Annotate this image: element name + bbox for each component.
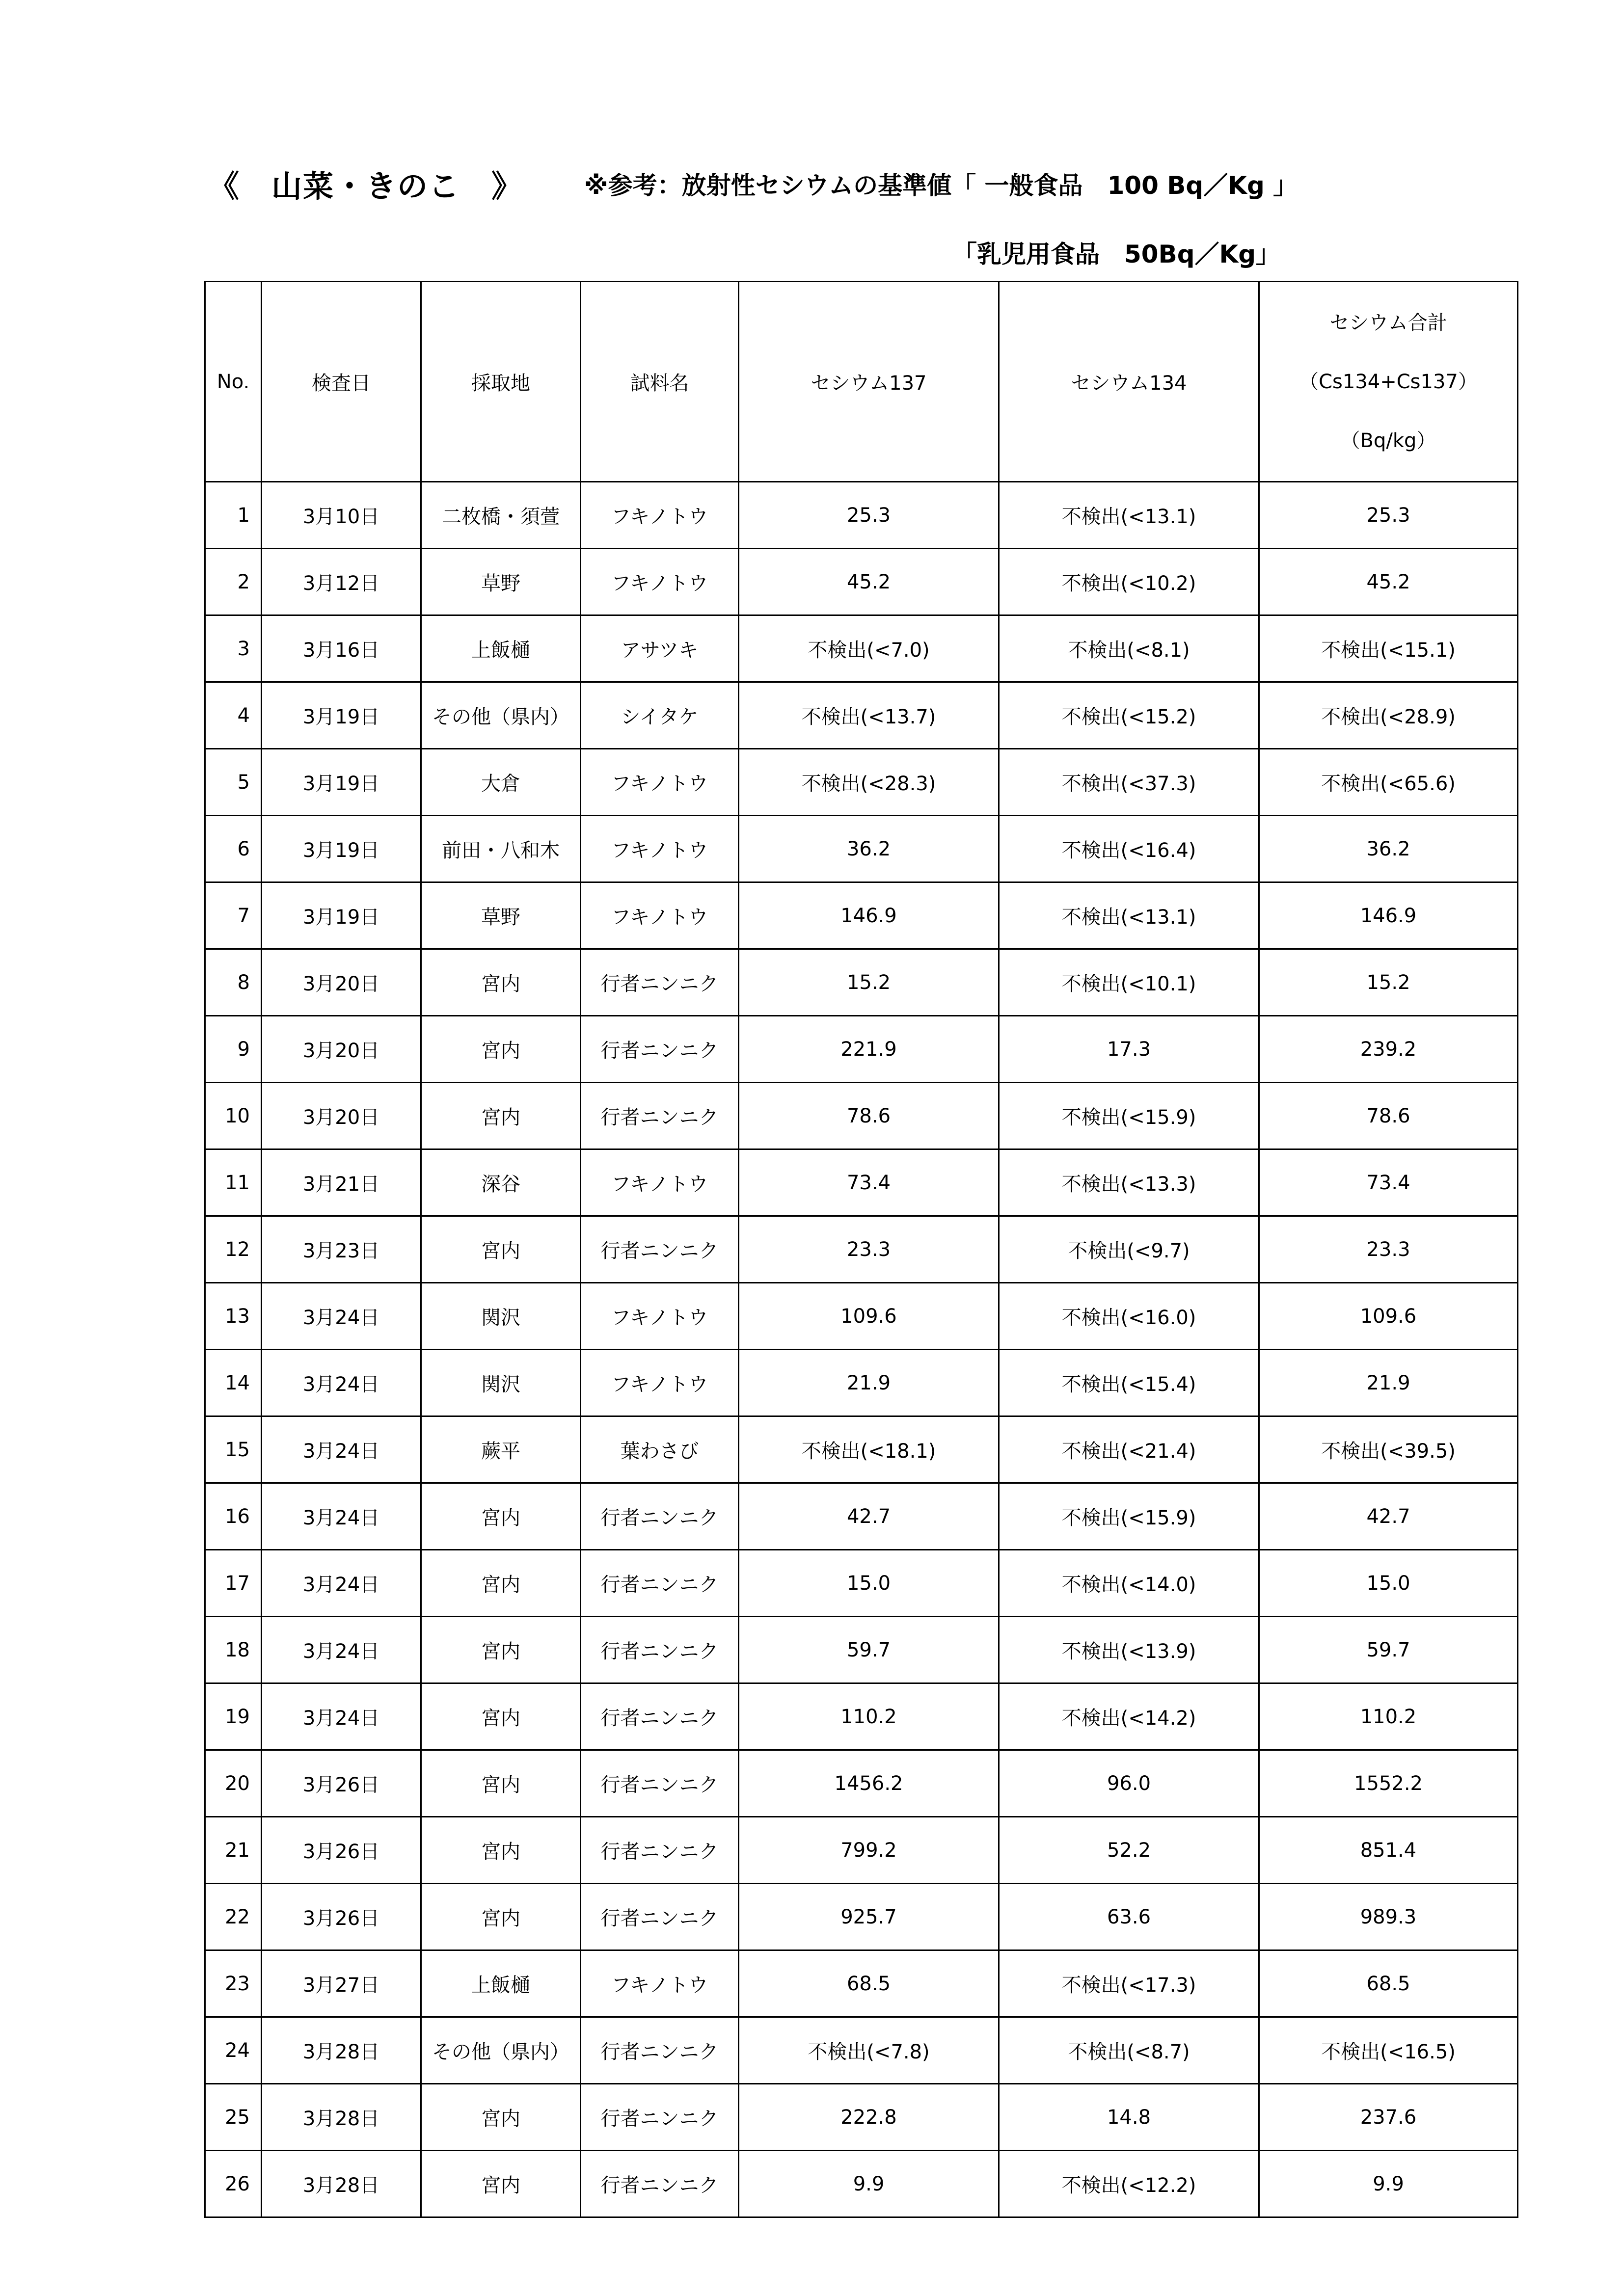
cell-total: 23.3	[1259, 1216, 1518, 1283]
cell-sample: 行者ニンニク	[581, 1750, 739, 1817]
cell-location: その他（県内）	[421, 682, 581, 749]
cell-no: 6	[205, 816, 262, 882]
cell-cs137: 78.6	[739, 1083, 999, 1149]
cell-sample: 葉わさび	[581, 1416, 739, 1483]
cell-total: 15.0	[1259, 1550, 1518, 1617]
cell-sample: フキノトウ	[581, 549, 739, 615]
cell-total: 不検出(<65.6)	[1259, 749, 1518, 816]
cell-date: 3月10日	[262, 482, 421, 549]
page-title: 《 山菜・きのこ 》	[209, 168, 523, 204]
header-cs137: セシウム137	[739, 282, 999, 482]
cell-cs137: 221.9	[739, 1016, 999, 1083]
cell-total: 15.2	[1259, 949, 1518, 1016]
cell-total: 不検出(<15.1)	[1259, 615, 1518, 682]
cell-location: 宮内	[421, 1683, 581, 1750]
table-row	[205, 482, 1518, 549]
cell-location: 宮内	[421, 1817, 581, 1884]
cell-location: 草野	[421, 882, 581, 949]
cell-sample: アサツキ	[581, 615, 739, 682]
cell-no: 18	[205, 1617, 262, 1683]
cell-total: 851.4	[1259, 1817, 1518, 1884]
cell-total: 989.3	[1259, 1884, 1518, 1950]
table-row	[205, 749, 1518, 816]
cell-total: 45.2	[1259, 549, 1518, 615]
cell-date: 3月16日	[262, 615, 421, 682]
cell-sample: 行者ニンニク	[581, 2017, 739, 2084]
cell-date: 3月24日	[262, 1350, 421, 1416]
cell-location: 蕨平	[421, 1416, 581, 1483]
cell-cs137: 36.2	[739, 816, 999, 882]
reference-general-food: ※参考：放射性セシウムの基準値「 一般食品 100 Bq／Kg 」	[584, 171, 1298, 200]
cell-cs134: 不検出(<8.1)	[999, 615, 1259, 682]
header-total	[1259, 282, 1518, 482]
cell-location: 宮内	[421, 1016, 581, 1083]
cell-location: 草野	[421, 549, 581, 615]
cell-location: 二枚橋・須萱	[421, 482, 581, 549]
cell-no: 25	[205, 2084, 262, 2151]
cell-date: 3月28日	[262, 2151, 421, 2217]
cell-location: 宮内	[421, 1884, 581, 1950]
cell-cs137: 不検出(<7.0)	[739, 615, 999, 682]
cell-location: 宮内	[421, 2151, 581, 2217]
cell-cs134: 不検出(<13.1)	[999, 482, 1259, 549]
cell-location: 上飯樋	[421, 1950, 581, 2017]
cell-no: 21	[205, 1817, 262, 1884]
cell-cs137: 25.3	[739, 482, 999, 549]
cell-sample: フキノトウ	[581, 1149, 739, 1216]
cell-cs137: 925.7	[739, 1884, 999, 1950]
cell-cs134: 不検出(<17.3)	[999, 1950, 1259, 2017]
cell-no: 24	[205, 2017, 262, 2084]
cell-cs134: 63.6	[999, 1884, 1259, 1950]
cell-no: 17	[205, 1550, 262, 1617]
cell-sample: 行者ニンニク	[581, 1617, 739, 1683]
cell-cs137: 不検出(<18.1)	[739, 1416, 999, 1483]
cell-location: 深谷	[421, 1149, 581, 1216]
cell-sample: フキノトウ	[581, 816, 739, 882]
cell-no: 10	[205, 1083, 262, 1149]
cell-sample: 行者ニンニク	[581, 1216, 739, 1283]
cell-total: 不検出(<39.5)	[1259, 1416, 1518, 1483]
cell-total: 25.3	[1259, 482, 1518, 549]
cell-location: 宮内	[421, 1550, 581, 1617]
cell-date: 3月24日	[262, 1617, 421, 1683]
cell-cs134: 不検出(<16.4)	[999, 816, 1259, 882]
cell-total: 110.2	[1259, 1683, 1518, 1750]
cell-sample: 行者ニンニク	[581, 1817, 739, 1884]
cell-cs137: 59.7	[739, 1617, 999, 1683]
cell-date: 3月26日	[262, 1817, 421, 1884]
cell-cs134: 不検出(<8.7)	[999, 2017, 1259, 2084]
cell-date: 3月21日	[262, 1149, 421, 1216]
cell-sample: 行者ニンニク	[581, 1683, 739, 1750]
cell-cs134: 不検出(<37.3)	[999, 749, 1259, 816]
table-row	[205, 1817, 1518, 1884]
cell-total: 109.6	[1259, 1283, 1518, 1350]
cell-sample: 行者ニンニク	[581, 2084, 739, 2151]
cell-no: 5	[205, 749, 262, 816]
cell-date: 3月12日	[262, 549, 421, 615]
cell-cs137: 9.9	[739, 2151, 999, 2217]
table-row	[205, 682, 1518, 749]
cell-cs134: 不検出(<15.4)	[999, 1350, 1259, 1416]
cell-location: 上飯樋	[421, 615, 581, 682]
cell-total: 36.2	[1259, 816, 1518, 882]
cell-date: 3月19日	[262, 816, 421, 882]
table-row	[205, 1350, 1518, 1416]
cell-cs134: 不検出(<14.2)	[999, 1683, 1259, 1750]
cell-location: 宮内	[421, 1617, 581, 1683]
cell-date: 3月28日	[262, 2084, 421, 2151]
cell-cs137: 109.6	[739, 1283, 999, 1350]
cell-cs134: 不検出(<13.1)	[999, 882, 1259, 949]
cell-cs134: 96.0	[999, 1750, 1259, 1817]
cell-date: 3月24日	[262, 1416, 421, 1483]
cell-no: 14	[205, 1350, 262, 1416]
cell-location: 宮内	[421, 1483, 581, 1550]
cell-sample: 行者ニンニク	[581, 949, 739, 1016]
table-row	[205, 615, 1518, 682]
cell-cs134: 不検出(<15.9)	[999, 1083, 1259, 1149]
cell-total: 42.7	[1259, 1483, 1518, 1550]
cell-date: 3月19日	[262, 882, 421, 949]
cell-cs137: 222.8	[739, 2084, 999, 2151]
table-row	[205, 1016, 1518, 1083]
cell-date: 3月24日	[262, 1550, 421, 1617]
table-row	[205, 1149, 1518, 1216]
cell-no: 2	[205, 549, 262, 615]
cell-no: 19	[205, 1683, 262, 1750]
cell-location: 大倉	[421, 749, 581, 816]
cell-no: 11	[205, 1149, 262, 1216]
table-row	[205, 1884, 1518, 1950]
header-location: 採取地	[421, 282, 581, 482]
table-row	[205, 1750, 1518, 1817]
cell-no: 13	[205, 1283, 262, 1350]
cell-no: 22	[205, 1884, 262, 1950]
cell-cs137: 73.4	[739, 1149, 999, 1216]
header-sample: 試料名	[581, 282, 739, 482]
cell-sample: 行者ニンニク	[581, 1884, 739, 1950]
cell-date: 3月26日	[262, 1750, 421, 1817]
header-total-label: セシウム合計	[1329, 311, 1447, 334]
table-row	[205, 1216, 1518, 1283]
header-date: 検査日	[262, 282, 421, 482]
cell-location: その他（県内）	[421, 2017, 581, 2084]
cell-cs137: 45.2	[739, 549, 999, 615]
cell-total: 不検出(<16.5)	[1259, 2017, 1518, 2084]
cell-sample: 行者ニンニク	[581, 2151, 739, 2217]
cell-date: 3月24日	[262, 1283, 421, 1350]
table-row	[205, 2151, 1518, 2217]
cell-no: 23	[205, 1950, 262, 2017]
cell-total: 78.6	[1259, 1083, 1518, 1149]
cell-location: 関沢	[421, 1350, 581, 1416]
table-row	[205, 1617, 1518, 1683]
cell-cs137: 146.9	[739, 882, 999, 949]
cell-cs134: 不検出(<21.4)	[999, 1416, 1259, 1483]
cell-no: 9	[205, 1016, 262, 1083]
cell-total: 59.7	[1259, 1617, 1518, 1683]
cell-total: 9.9	[1259, 2151, 1518, 2217]
cell-cs134: 不検出(<15.9)	[999, 1483, 1259, 1550]
cell-sample: 行者ニンニク	[581, 1016, 739, 1083]
cell-sample: フキノトウ	[581, 1950, 739, 2017]
table-row	[205, 1283, 1518, 1350]
table-row	[205, 1483, 1518, 1550]
cell-cs137: 15.0	[739, 1550, 999, 1617]
cell-sample: フキノトウ	[581, 749, 739, 816]
cell-cs134: 不検出(<13.9)	[999, 1617, 1259, 1683]
cell-cs134: 不検出(<16.0)	[999, 1283, 1259, 1350]
cell-location: 前田・八和木	[421, 816, 581, 882]
table-row	[205, 1950, 1518, 2017]
cell-total: 73.4	[1259, 1149, 1518, 1216]
cell-cs137: 1456.2	[739, 1750, 999, 1817]
cell-sample: フキノトウ	[581, 882, 739, 949]
cell-total: 239.2	[1259, 1016, 1518, 1083]
cell-total: 21.9	[1259, 1350, 1518, 1416]
cell-sample: フキノトウ	[581, 1350, 739, 1416]
cell-cs134: 不検出(<15.2)	[999, 682, 1259, 749]
cell-date: 3月20日	[262, 1016, 421, 1083]
table-body	[205, 482, 1518, 2217]
cell-cs137: 21.9	[739, 1350, 999, 1416]
cell-location: 宮内	[421, 1750, 581, 1817]
cell-no: 16	[205, 1483, 262, 1550]
cell-no: 8	[205, 949, 262, 1016]
table-row	[205, 2084, 1518, 2151]
cell-total: 1552.2	[1259, 1750, 1518, 1817]
cell-cs137: 不検出(<13.7)	[739, 682, 999, 749]
reference-infant-food: 「乳児用食品 50Bq／Kg」	[952, 240, 1281, 268]
cell-cs134: 17.3	[999, 1016, 1259, 1083]
cell-cs134: 不検出(<9.7)	[999, 1216, 1259, 1283]
cell-date: 3月28日	[262, 2017, 421, 2084]
cell-cs137: 不検出(<28.3)	[739, 749, 999, 816]
cell-sample: フキノトウ	[581, 482, 739, 549]
cell-cs134: 不検出(<14.0)	[999, 1550, 1259, 1617]
cell-sample: シイタケ	[581, 682, 739, 749]
cell-location: 宮内	[421, 2084, 581, 2151]
cell-location: 宮内	[421, 949, 581, 1016]
cell-total: 146.9	[1259, 882, 1518, 949]
cell-total: 68.5	[1259, 1950, 1518, 2017]
cell-no: 3	[205, 615, 262, 682]
cell-date: 3月20日	[262, 1083, 421, 1149]
cell-total: 237.6	[1259, 2084, 1518, 2151]
cell-cs134: 52.2	[999, 1817, 1259, 1884]
table-row	[205, 1416, 1518, 1483]
cell-date: 3月23日	[262, 1216, 421, 1283]
cell-no: 26	[205, 2151, 262, 2217]
table-row	[205, 1683, 1518, 1750]
cell-date: 3月19日	[262, 682, 421, 749]
cell-date: 3月19日	[262, 749, 421, 816]
cell-cs137: 15.2	[739, 949, 999, 1016]
cell-cs137: 110.2	[739, 1683, 999, 1750]
table-row	[205, 949, 1518, 1016]
cell-sample: 行者ニンニク	[581, 1083, 739, 1149]
cell-sample: 行者ニンニク	[581, 1550, 739, 1617]
cell-cs134: 不検出(<12.2)	[999, 2151, 1259, 2217]
header-total-unit: （Bq/kg）	[1340, 429, 1436, 452]
table-row	[205, 882, 1518, 949]
cell-sample: フキノトウ	[581, 1283, 739, 1350]
cell-cs134: 不検出(<13.3)	[999, 1149, 1259, 1216]
cell-sample: 行者ニンニク	[581, 1483, 739, 1550]
table-header-row	[205, 282, 1518, 482]
cell-total: 不検出(<28.9)	[1259, 682, 1518, 749]
cell-cs137: 42.7	[739, 1483, 999, 1550]
cell-cs134: 不検出(<10.2)	[999, 549, 1259, 615]
cell-date: 3月24日	[262, 1683, 421, 1750]
cell-date: 3月24日	[262, 1483, 421, 1550]
header-cs134: セシウム134	[999, 282, 1259, 482]
table-row	[205, 816, 1518, 882]
header-no: No.	[205, 282, 262, 482]
cell-no: 4	[205, 682, 262, 749]
results-table	[204, 281, 1518, 2218]
table-row	[205, 1550, 1518, 1617]
table-row	[205, 1083, 1518, 1149]
cell-no: 20	[205, 1750, 262, 1817]
cell-location: 関沢	[421, 1283, 581, 1350]
cell-cs137: 799.2	[739, 1817, 999, 1884]
cell-date: 3月27日	[262, 1950, 421, 2017]
cell-no: 1	[205, 482, 262, 549]
cell-date: 3月20日	[262, 949, 421, 1016]
cell-cs137: 不検出(<7.8)	[739, 2017, 999, 2084]
table-row	[205, 549, 1518, 615]
cell-cs137: 68.5	[739, 1950, 999, 2017]
cell-location: 宮内	[421, 1216, 581, 1283]
cell-no: 7	[205, 882, 262, 949]
cell-date: 3月26日	[262, 1884, 421, 1950]
cell-cs134: 14.8	[999, 2084, 1259, 2151]
cell-location: 宮内	[421, 1083, 581, 1149]
cell-cs134: 不検出(<10.1)	[999, 949, 1259, 1016]
cell-no: 12	[205, 1216, 262, 1283]
cell-no: 15	[205, 1416, 262, 1483]
table-row	[205, 2017, 1518, 2084]
cell-cs137: 23.3	[739, 1216, 999, 1283]
header-total-formula: （Cs134+Cs137）	[1299, 370, 1478, 393]
